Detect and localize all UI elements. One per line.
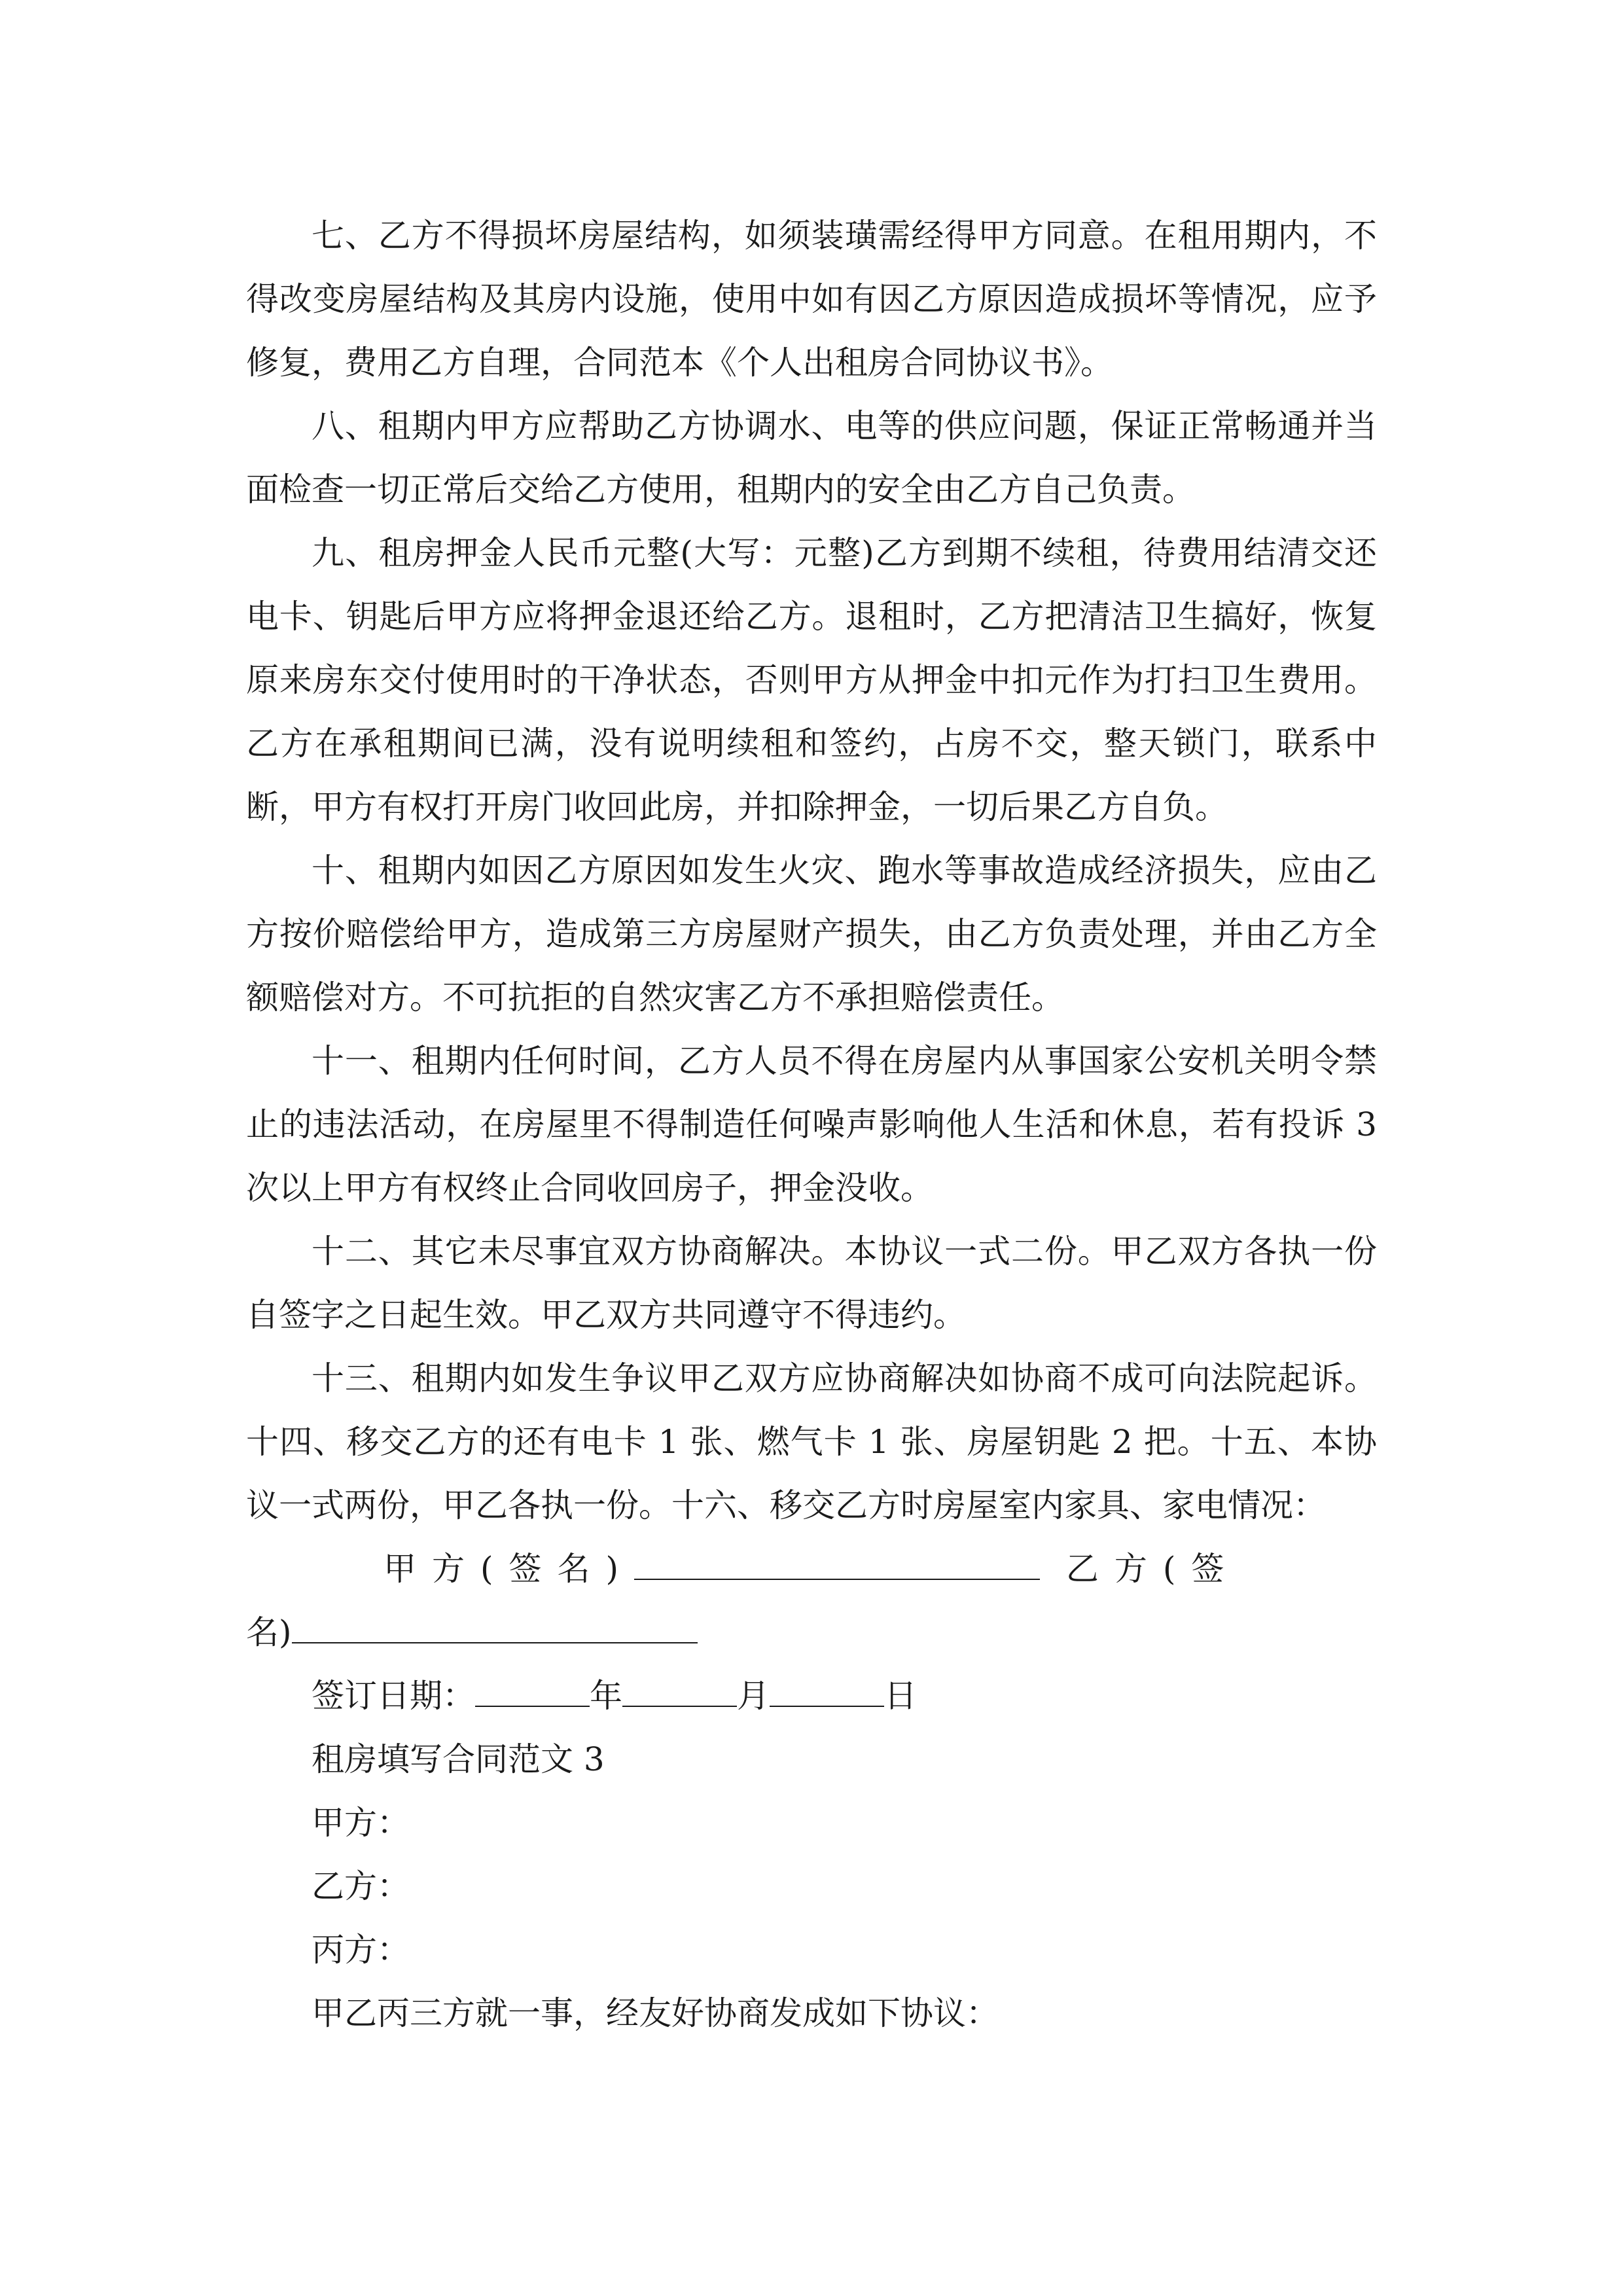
date-label: 签订日期：: [312, 1677, 475, 1715]
date-line: [246, 1664, 1377, 1728]
signature-line: [246, 1537, 1377, 1601]
clause-10: 十、租期内如因乙方原因如发生火灾、跑水等事故造成经济损失，应由乙方按价赔偿给甲方，造成第三方房屋财产损失，由乙方负责处理，并由乙方全额赔偿对方。不可抗拒的自然灾害乙方不承担赔偿责任。: [246, 852, 1377, 1016]
month-label: 月: [737, 1677, 770, 1715]
party-c-field: 丙方：: [312, 1931, 410, 1969]
signature-line-cont: [246, 1601, 1377, 1664]
clause-7: 七、乙方不得损坏房屋结构，如须装璜需经得甲方同意。在租用期内，不得改变房屋结构及其房内设施，使用中如有因乙方原因造成损坏等情况，应予修复，费用乙方自理，合同范本《个人出租房合同协议书》。: [246, 217, 1377, 382]
document-body: [246, 204, 1377, 2045]
month-blank[interactable]: [622, 1676, 737, 1707]
section-title: 租房填写合同范文 3: [312, 1740, 605, 1778]
party-b-sign-label: 乙方(签: [1065, 1550, 1240, 1588]
closing-statement: 甲乙丙三方就一事，经友好协商发成如下协议：: [312, 1994, 999, 2032]
day-blank[interactable]: [770, 1676, 884, 1707]
clause-8: 八、租期内甲方应帮助乙方协调水、电等的供应问题，保证正常畅通并当面检查一切正常后交给乙方使用，租期内的安全由乙方自己负责。: [246, 407, 1377, 509]
year-blank[interactable]: [475, 1676, 590, 1707]
day-label: 日: [884, 1677, 917, 1715]
party-a-field: 甲方：: [312, 1804, 410, 1842]
party-b-sign-label-end: 名): [246, 1613, 292, 1651]
party-b-sign-blank[interactable]: [292, 1612, 698, 1643]
clause-9: 九、租房押金人民币元整(大写：元整)乙方到期不续租，待费用结清交还电卡、钥匙后甲方应将押金退还给乙方。退租时，乙方把清洁卫生搞好，恢复原来房东交付使用时的干净状态，否则甲方从押金中扣元作为打扫卫生费用。乙方在承租期间已满，没有说明续租和签约，占房不交，整天锁门，联系中断，甲方有权打开房门收回此房，并扣除押金，一切后果乙方自负。: [246, 534, 1377, 826]
party-b-field: 乙方：: [312, 1867, 410, 1905]
year-label: 年: [590, 1677, 622, 1715]
clause-11: 十一、租期内任何时间，乙方人员不得在房屋内从事国家公安机关明令禁止的违法活动，在房屋里不得制造任何噪声影响他人生活和休息，若有投诉 3 次以上甲方有权终止合同收回房子，押金没收。: [246, 1042, 1377, 1207]
clause-13-16: 十三、租期内如发生争议甲乙双方应协商解决如协商不成可向法院起诉。十四、移交乙方的还有电卡 1 张、燃气卡 1 张、房屋钥匙 2 把。十五、本协议一式两份，甲乙各执一份。十六、移交乙方时房屋室内家具、家电情况：: [246, 1359, 1377, 1524]
party-a-sign-blank[interactable]: [634, 1549, 1040, 1580]
clause-12: 十二、其它未尽事宜双方协商解决。本协议一式二份。甲乙双方各执一份自签字之日起生效。甲乙双方共同遵守不得违约。: [246, 1232, 1377, 1334]
party-a-sign-label: 甲方(签名): [383, 1550, 635, 1588]
